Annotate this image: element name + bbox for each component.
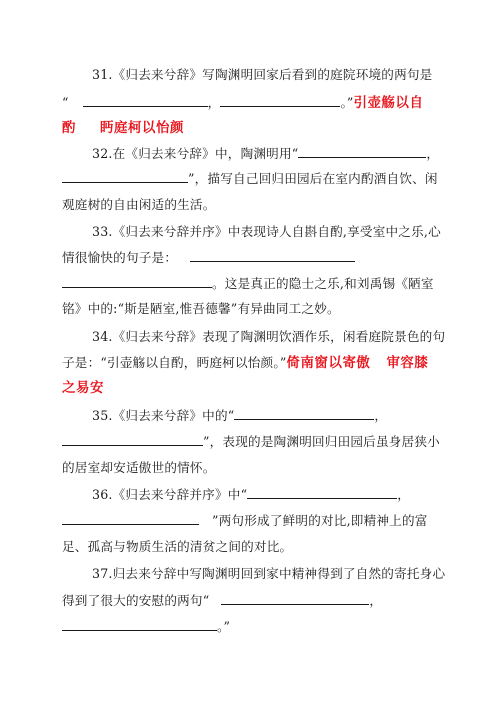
q35-line-2	[62, 434, 440, 450]
q36-line-2	[62, 513, 428, 529]
q36-line-1	[92, 487, 410, 503]
q31-line-1	[92, 67, 432, 83]
q35-blank-1[interactable]	[234, 408, 374, 420]
q31-text: 31.《归去来兮辞》写陶渊明回家后看到的庭院环境的两句是	[92, 67, 433, 82]
q35-line-1	[92, 408, 387, 424]
q31-close: 。”	[340, 95, 354, 110]
q33-line-3	[62, 276, 434, 292]
q33-blank-2[interactable]	[62, 276, 212, 288]
q37-comma: ，	[369, 593, 383, 608]
q35-text-b: ”，表现的是陶渊明回归田园后虽身居狭小	[203, 434, 440, 449]
q36-line-3	[62, 539, 292, 555]
q32-line-1	[92, 146, 439, 162]
q33-blank-1[interactable]	[190, 250, 355, 262]
q36-blank-2[interactable]	[62, 513, 199, 525]
q35-blank-2[interactable]	[62, 434, 203, 446]
q36-text-c: 足、孤高与物质生活的清贫之间的对比。	[62, 539, 293, 554]
q32-blank-1[interactable]	[298, 146, 426, 158]
q31-answer-a: 引壶觞以自	[353, 95, 424, 111]
q35-text-a: 35.《归去来兮辞》中的“	[92, 408, 235, 423]
q33-line-2	[62, 250, 355, 266]
q34-line-1	[92, 329, 445, 345]
q37-line-3	[62, 619, 230, 635]
q34-line-2	[62, 355, 428, 371]
q31-line-3	[62, 120, 184, 136]
q33-line-1	[92, 224, 441, 240]
q37-line-2	[62, 593, 382, 609]
q34-line-3	[62, 380, 104, 396]
q37-text-a: 37.归去来兮辞中写陶渊明回到家中精神得到了自然的寄托身心	[92, 566, 446, 581]
q33-text-b: 情很愉快的句子是：	[62, 250, 178, 265]
q37-text-b: 得到了很大的安慰的两句“	[62, 593, 210, 608]
q37-blank-2[interactable]	[62, 619, 217, 631]
q31-blank-1[interactable]	[83, 95, 208, 107]
q34-answer-c: 之易安	[62, 380, 104, 396]
q34-answer-a: 倚南窗以寄傲	[286, 355, 371, 371]
q32-text-b: ”，描写自己回归田园后在室内酌酒自饮、闲	[188, 171, 438, 186]
q31-comma: ，	[207, 95, 221, 110]
q35-text-c: 的居室却安适傲世的情怀。	[62, 460, 216, 475]
q33-text-c: 。这是真正的隐士之乐,和刘禹锡《陋室	[212, 276, 434, 291]
q32-text-c: 观庭树的自由闲适的生活。	[62, 197, 216, 212]
q32-text-a: 32.在《归去来兮辞》中，陶渊明用“	[92, 146, 299, 161]
q37-close: 。”	[217, 619, 231, 634]
q32-blank-2[interactable]	[62, 171, 188, 183]
q35-line-3	[62, 460, 216, 476]
q36-text-b: ”两句形成了鲜明的对比,即精神上的富	[212, 513, 428, 528]
q32-line-2	[62, 171, 438, 187]
q31-answer-b: 酌	[62, 120, 76, 136]
q35-comma: ，	[374, 408, 388, 423]
q36-text-a: 36.《归去来兮辞并序》中“	[92, 487, 248, 502]
q34-text-b: 子是：“引壶觞以自酌，眄庭柯以怡颜。”	[62, 355, 287, 370]
q31-answer-c: 眄庭柯以怡颜	[100, 120, 184, 136]
q33-text-d: 铭》中的:“斯是陋室,惟吾德馨”有异曲同工之妙。	[62, 301, 340, 316]
q37-blank-1[interactable]	[221, 593, 369, 605]
q32-comma: ，	[426, 146, 440, 161]
q33-line-4	[62, 301, 340, 317]
q32-line-3	[62, 197, 216, 213]
q31-open-quote: “	[62, 95, 69, 110]
q31-line-2	[62, 95, 424, 111]
q37-line-1	[92, 566, 445, 582]
q33-text-a: 33.《归去来兮辞并序》中表现诗人自斟自酌,享受室中之乐,心	[92, 224, 441, 239]
q36-blank-1[interactable]	[247, 487, 397, 499]
q34-answer-b: 审容膝	[386, 355, 429, 371]
q34-text-a: 34.《归去来兮辞》表现了陶渊明饮酒作乐，闲看庭院景色的句	[92, 329, 446, 344]
q31-blank-2[interactable]	[220, 95, 340, 107]
q36-comma: ，	[397, 487, 411, 502]
